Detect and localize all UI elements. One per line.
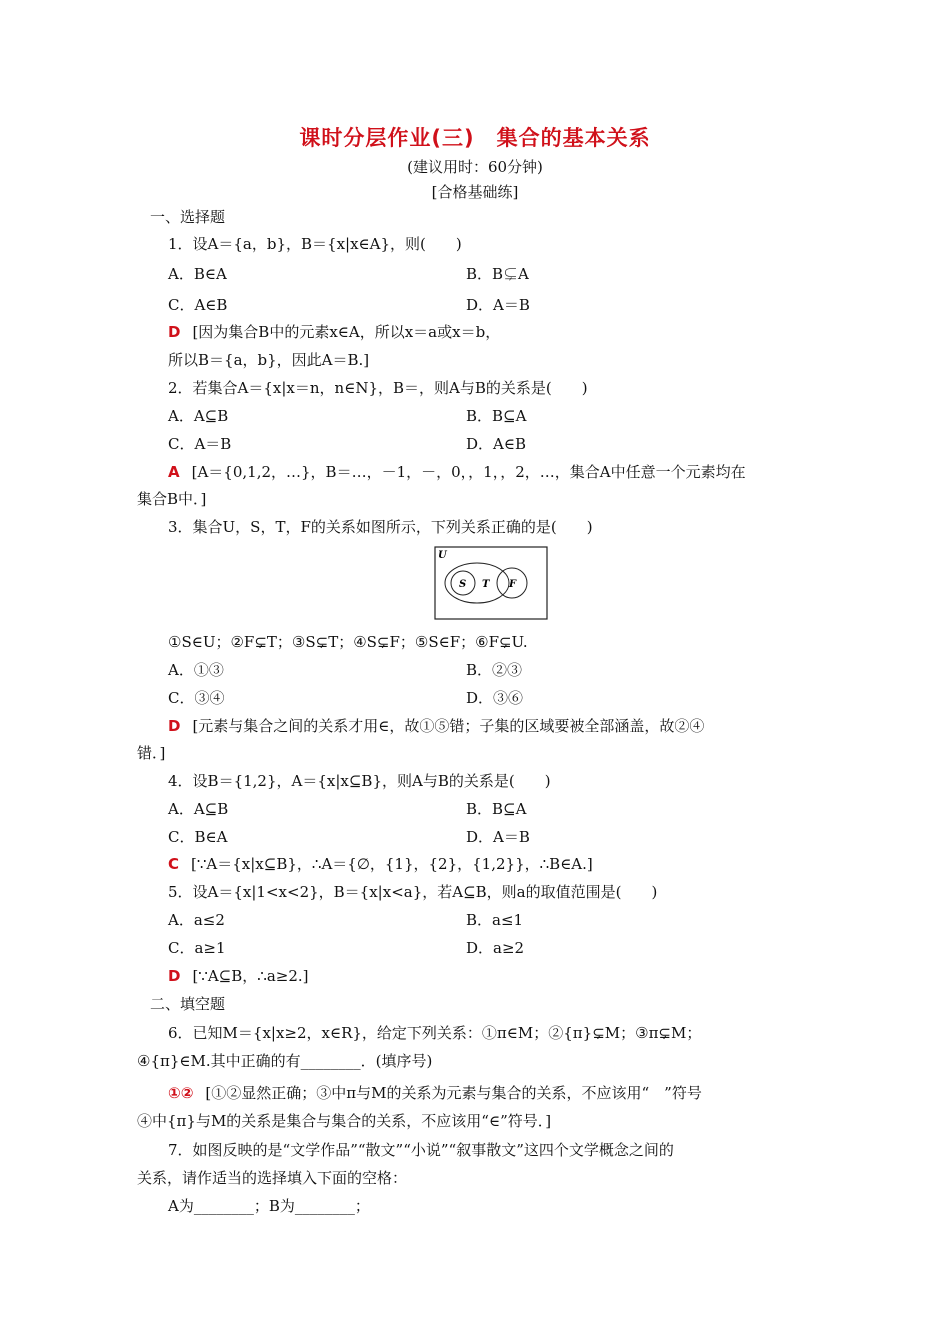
question-2-answer-line [168,462,746,482]
question-6-explanation-2: ④中{π}与M的关系是集合与集合的关系，不应该用“∈”符号．] [137,1112,552,1130]
question-6-stem: 6．已知M＝{x|x≥2，x∈R}，给定下列关系：①π∈M；②{π}⊊M；③π⊊M； [168,1024,702,1042]
question-6-stem-2: ④{π}∈M.其中正确的有________．(填序号) [137,1052,433,1070]
suggested-time: (建议用时：60分钟) [407,158,543,176]
question-3-option-b: B．②③ [466,661,523,679]
venn-diagram [434,546,548,620]
question-5-answer: D [168,967,181,985]
question-7-stem-2: 关系，请作适当的选择填入下面的空格： [137,1169,408,1187]
section-label: [合格基础练] [431,183,519,201]
question-1-option-d: D．A＝B [466,296,530,314]
question-3-answer: D [168,717,181,735]
question-2-stem: 2．若集合A＝{x|x＝n，n∈N}，B＝，则A与B的关系是( ) [168,379,588,397]
question-1-answer-line [168,322,500,342]
question-3-option-c: C．③④ [168,689,225,707]
question-4-option-d: D．A＝B [466,828,530,846]
question-1-option-a: A．B∈A [168,265,227,283]
page-title: 课时分层作业(三) 集合的基本关系 [299,126,651,150]
question-6-explanation: [①②显然正确；③中π与M的关系为元素与集合的关系，不应该用“ ”符号 [205,1084,702,1102]
question-2-explanation-2: 集合B中．] [137,490,207,508]
question-3-answer-line [168,716,704,736]
question-1-option-c: C．A∈B [168,296,228,314]
question-1-stem: 1．设A＝{a，b}，B＝{x|x∈A}，则( ) [168,235,462,253]
question-1-answer: D [168,323,181,341]
question-2-option-b: B．B⊆A [466,407,527,425]
question-2-explanation: [A＝{0,1,2，…}，B＝…，－1，－，0，，1，，2，…，集合A中任意一个元素均在 [191,463,746,481]
question-5-stem: 5．设A＝{x|1<x<2}，B＝{x|x<a}，若A⊆B，则a的取值范围是( ) [168,883,658,901]
section-heading-fill: 二、填空题 [150,995,226,1013]
question-1-explanation-2: 所以B＝{a，b}，因此A＝B.] [168,351,370,369]
question-4-answer-line [168,854,593,874]
question-4-explanation: [∵A＝{x|x⊆B}，∴A＝{∅，{1}，{2}，{1,2}}，∴B∈A.] [191,855,593,873]
question-6-answer-line [168,1083,702,1103]
question-4-answer: C [168,855,180,873]
question-5-explanation: [∵A⊆B，∴a≥2.] [192,967,309,985]
venn-label-t: T [482,579,490,590]
question-2-option-a: A．A⊆B [168,407,229,425]
question-3-option-a: A．①③ [168,661,224,679]
venn-label-f: F [509,579,517,590]
question-5-option-a: A．a≤2 [168,911,225,929]
venn-label-u: U [438,550,447,561]
question-4-stem: 4．设B＝{1,2}，A＝{x|x⊆B}，则A与B的关系是( ) [168,772,551,790]
question-3-explanation: [元素与集合之间的关系才用∈，故①⑤错；子集的区域要被全部涵盖，故②④ [192,717,705,735]
question-6-answer: ①② [168,1084,194,1102]
question-5-option-d: D．a≥2 [466,939,525,957]
question-3-explanation-2: 错．] [137,744,166,762]
question-2-answer: A [168,463,180,481]
question-4-option-c: C．B∈A [168,828,228,846]
question-3-stem: 3．集合U，S，T，F的关系如图所示，下列关系正确的是( ) [168,518,593,536]
question-3-option-d: D．③⑥ [466,689,524,707]
question-7-stem: 7．如图反映的是“文学作品”“散文”“小说”“叙事散文”这四个文学概念之间的 [168,1141,674,1159]
universal-set-rect [435,547,547,619]
question-4-option-b: B．B⊆A [466,800,527,818]
question-2-option-c: C．A＝B [168,435,232,453]
question-3-statements: ①S∈U；②F⊊T；③S⊊T；④S⊊F；⑤S∈F；⑥F⊊U. [168,633,528,651]
question-2-option-d: D．A∈B [466,435,526,453]
question-4-option-a: A．A⊆B [168,800,229,818]
question-5-option-b: B．a≤1 [466,911,524,929]
set-t-ellipse [445,563,509,603]
question-1-explanation: [因为集合B中的元素x∈A，所以x＝a或x＝b， [192,323,501,341]
question-5-answer-line [168,966,309,986]
question-1-option-b: B．B⊊A [466,265,529,283]
venn-label-s: S [459,579,467,590]
question-7-blanks: A为________；B为________； [168,1197,370,1215]
section-heading-choice: 一、选择题 [150,208,226,226]
question-5-option-c: C．a≥1 [168,939,226,957]
